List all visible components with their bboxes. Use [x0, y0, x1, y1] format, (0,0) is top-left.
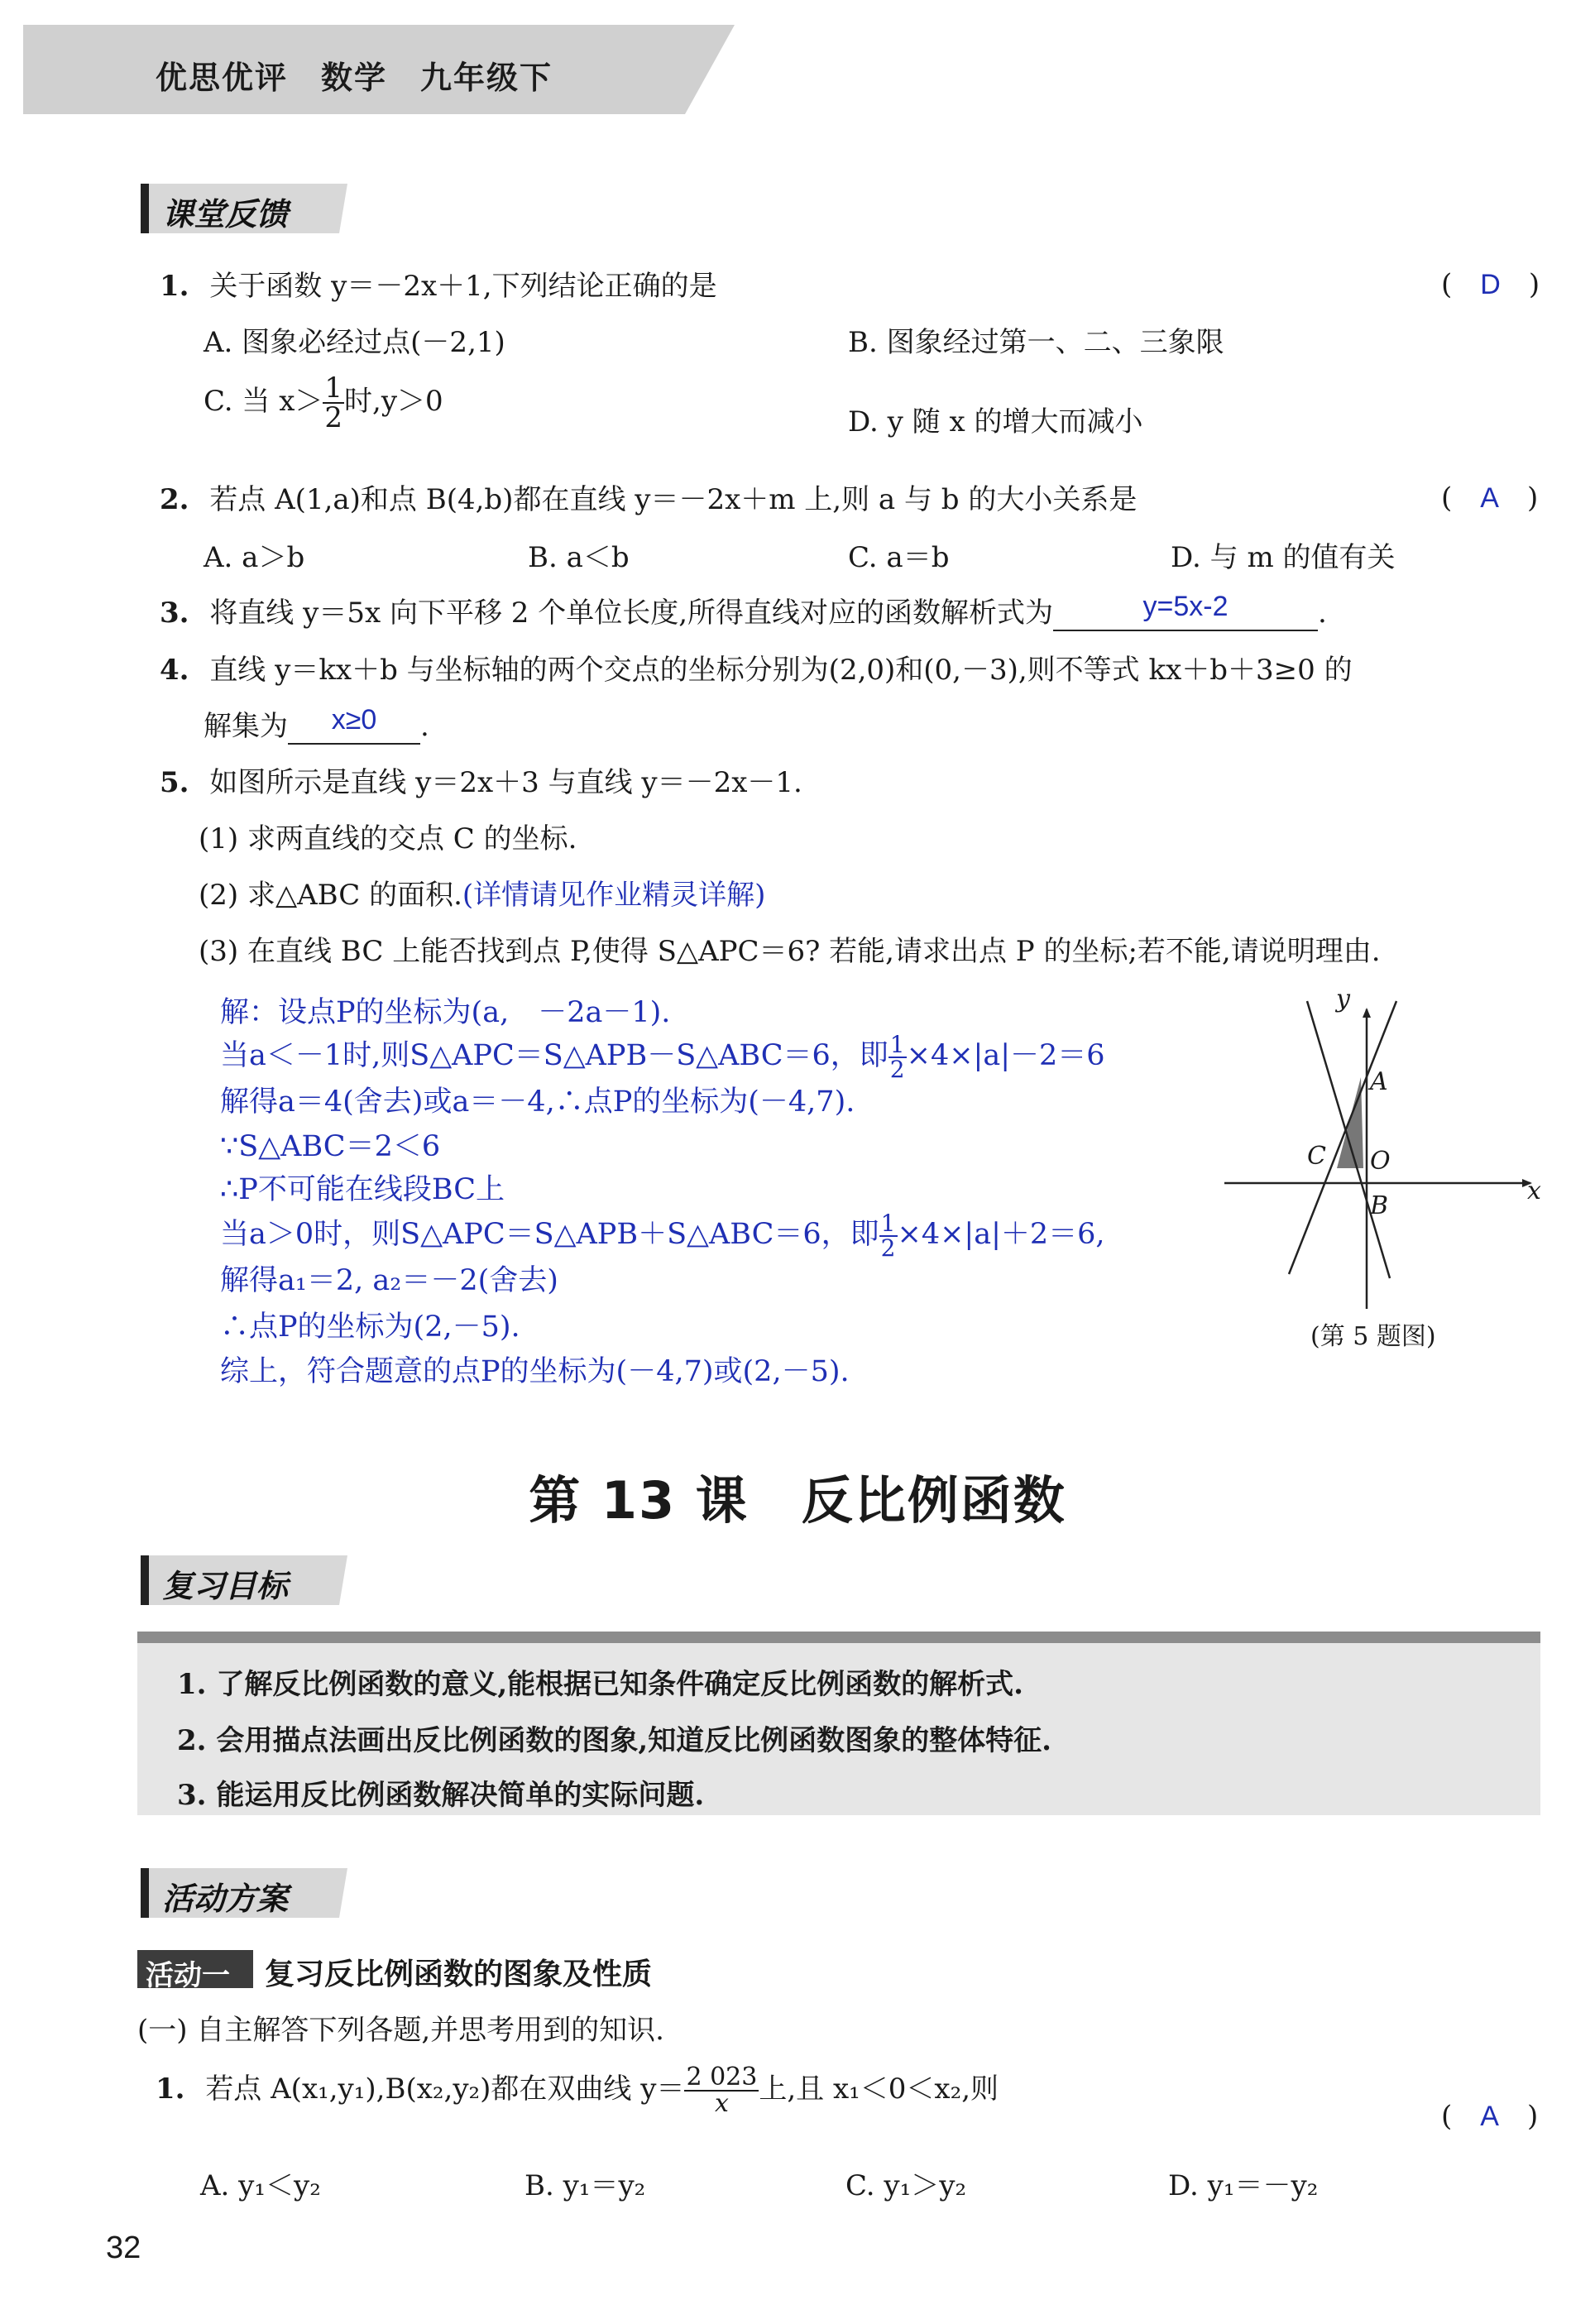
blank-answer: x≥0: [331, 704, 377, 736]
question-3: [160, 590, 1327, 631]
goal-item-1: 1. 了解反比例函数的意义,能根据已知条件确定反比例函数的解析式.: [177, 1668, 1024, 1701]
option-a: A. 图象必经过点(－2,1): [204, 326, 505, 359]
section-tag-feedback: [141, 184, 347, 233]
activity-label-box: [137, 1950, 253, 1992]
solution-line-7: 解得a₁＝2, a₂＝－2(舍去): [220, 1264, 558, 1297]
answer-value: A: [1480, 2101, 1499, 2132]
label-C: C: [1307, 1142, 1326, 1171]
question-stem: 直线 y＝kx＋b 与坐标轴的两个交点的坐标分别为(2,0)和(0,－3),则不等式 kx＋b＋3≥0 的: [209, 654, 1353, 687]
label-B: B: [1370, 1191, 1389, 1220]
question-stem: 若点 A(1,a)和点 B(4,b)都在直线 y＝－2x＋m 上,则 a 与 b 的大小关系是: [209, 483, 1138, 516]
frac-num: 2 023: [686, 2063, 758, 2092]
solution-line-2-post: ×4×|a|－2＝6: [906, 1039, 1105, 1072]
option-c: C. y₁＞y₂: [845, 2169, 967, 2202]
question-end: .: [420, 710, 429, 743]
option-b: B. y₁＝y₂: [524, 2169, 646, 2202]
option-c: [204, 371, 443, 434]
frac-den: 2: [880, 1234, 896, 1262]
question-number: 1.: [160, 270, 189, 303]
shaded-triangle: [1337, 1077, 1363, 1168]
line-minus-2x-minus-1: [1307, 1001, 1390, 1278]
answer-paren-2: ( A ): [1441, 482, 1539, 515]
option-b: B. a＜b: [528, 541, 630, 574]
question-6: [156, 2065, 999, 2116]
question-4-line2: [204, 703, 429, 745]
page-number: 32: [106, 2231, 141, 2265]
answer-blank: [288, 704, 420, 745]
question-2: [160, 477, 1137, 517]
label-y: y: [1336, 985, 1350, 1013]
label-A: A: [1370, 1067, 1388, 1096]
question-number: 5.: [160, 766, 189, 799]
solution-line-6-pre: 当a＞0时，则S△APC＝S△APB＋S△ABC＝6，即: [220, 1218, 879, 1251]
line-2x-plus-3: [1289, 1001, 1396, 1274]
solution-line-6: [220, 1211, 1105, 1260]
figure-5: [1224, 985, 1555, 1382]
solution-line-1: 解：设点P的坐标为(a, －2a－1).: [220, 996, 671, 1029]
goal-item-3: 3. 能运用反比例函数解决简单的实际问题.: [177, 1779, 705, 1812]
solution-line-3: 解得a＝4(舍去)或a＝－4,∴点P的坐标为(－4,7).: [220, 1085, 855, 1119]
option-d: D. y₁＝－y₂: [1168, 2169, 1319, 2202]
goals-box: [137, 1632, 1540, 1815]
question-stem-post: 上,且 x₁＜0＜x₂,则: [759, 2072, 999, 2106]
blank-answer: y=5x-2: [1142, 591, 1229, 622]
part2-note: (详情请见作业精灵详解): [462, 879, 766, 912]
question-5: [160, 759, 802, 800]
answer-paren-1: ( D ): [1441, 268, 1540, 301]
lesson-title: 第 13 课 反比例函数: [529, 1470, 1066, 1531]
answer-paren-6: ( A ): [1441, 2100, 1539, 2133]
question-5-part2: [199, 872, 765, 913]
question-stem-2: 解集为: [204, 710, 288, 743]
fraction-half: [889, 1030, 907, 1083]
question-number: 2.: [160, 483, 189, 516]
frac-den: x: [714, 2089, 729, 2118]
question-stem: 关于函数 y＝－2x＋1,下列结论正确的是: [209, 270, 717, 303]
solution-line-5: ∴P不可能在线段BC上: [220, 1173, 505, 1206]
option-c-post: 时,y＞0: [344, 385, 443, 418]
question-5-part1: (1) 求两直线的交点 C 的坐标.: [199, 822, 577, 855]
section-tag-label: 课堂反馈: [162, 196, 289, 232]
figure-caption: (第 5 题图): [1310, 1322, 1436, 1351]
section-tag-label: 活动方案: [162, 1881, 289, 1917]
goals-topbar: [137, 1632, 1540, 1643]
solution-line-2: [220, 1030, 1105, 1083]
solution-line-4: ∵S△ABC＝2＜6: [220, 1130, 441, 1163]
solution-line-6-post: ×4×|a|＋2＝6,: [897, 1218, 1105, 1251]
section-tag-label: 复习目标: [162, 1568, 289, 1604]
question-number: 3.: [160, 597, 189, 630]
goal-item-2: 2. 会用描点法画出反比例函数的图象,知道反比例函数图象的整体特征.: [177, 1724, 1052, 1757]
question-end: .: [1318, 597, 1327, 630]
label-x: x: [1527, 1176, 1541, 1205]
option-d: D. 与 m 的值有关: [1171, 541, 1396, 574]
intro-text: (一) 自主解答下列各题,并思考用到的知识.: [137, 2014, 664, 2047]
question-number: 4.: [160, 654, 189, 687]
header-title: 优思优评 数学 九年级下: [156, 59, 553, 96]
activity-label: 活动一: [146, 1959, 230, 1992]
solution-line-8: ∴点P的坐标为(2,－5).: [220, 1311, 520, 1344]
question-4: [160, 647, 1353, 688]
fraction-2023-over-x: [684, 2065, 759, 2116]
solution-line-2-pre: 当a＜－1时,则S△APC＝S△APB－S△ABC＝6，即: [220, 1039, 889, 1072]
fraction-half: [323, 371, 344, 434]
question-stem: 将直线 y＝5x 向下平移 2 个单位长度,所得直线对应的函数解析式为: [209, 597, 1053, 630]
question-stem: 如图所示是直线 y＝2x＋3 与直线 y＝－2x－1.: [209, 766, 802, 799]
option-c-pre: C. 当 x＞: [204, 385, 323, 418]
answer-blank: [1053, 591, 1318, 631]
frac-num: 1: [324, 371, 343, 405]
question-5-part3: (3) 在直线 BC 上能否找到点 P,使得 S△APC＝6? 若能,请求出点 P 的坐标;若不能,请说明理由.: [199, 935, 1381, 968]
solution-line-9: 综上，符合题意的点P的坐标为(－4,7)或(2,－5).: [220, 1355, 850, 1388]
answer-value: D: [1480, 269, 1501, 300]
part2-text: (2) 求△ABC 的面积.: [199, 879, 462, 912]
option-a: A. y₁＜y₂: [200, 2169, 321, 2202]
answer-value: A: [1480, 482, 1499, 514]
activity-title: 复习反比例函数的图象及性质: [265, 1957, 653, 1991]
label-O: O: [1370, 1147, 1391, 1176]
question-1: [160, 263, 717, 304]
option-c: C. a＝b: [848, 541, 950, 574]
option-d: D. y 随 x 的增大而减小: [848, 405, 1143, 438]
option-b: B. 图象经过第一、二、三象限: [848, 326, 1224, 359]
question-stem-pre: 若点 A(x₁,y₁),B(x₂,y₂)都在双曲线 y＝: [205, 2072, 685, 2106]
fraction-half: [879, 1209, 898, 1262]
option-a: A. a＞b: [204, 541, 305, 574]
frac-den: 2: [324, 401, 343, 434]
question-number: 1.: [156, 2072, 185, 2106]
frac-num: 1: [889, 1030, 905, 1058]
frac-den: 2: [889, 1055, 905, 1083]
section-tag-plan: [141, 1868, 347, 1918]
section-tag-goals: [141, 1555, 347, 1605]
frac-num: 1: [880, 1209, 896, 1237]
